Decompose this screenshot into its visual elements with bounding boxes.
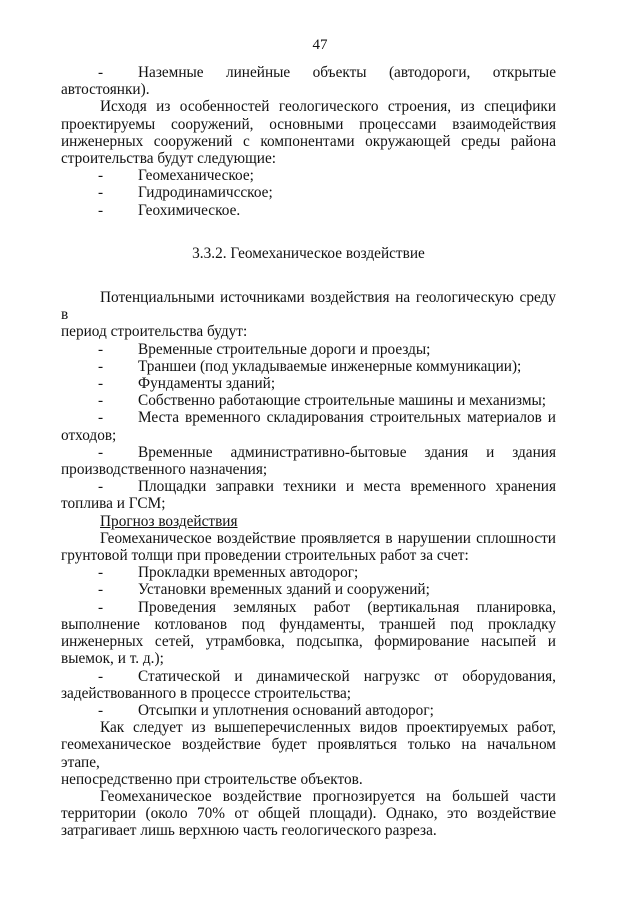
subheading [61, 513, 556, 530]
paragraph-line: Как следует из вышеперечисленных видов проектируемых работ, [100, 719, 556, 737]
list-item-continuation: отходов; [61, 426, 117, 444]
list-item-text: Установки временных зданий и сооружений; [138, 581, 430, 599]
list-item-continuation: выемок, и т. д.); [61, 650, 164, 668]
list-item-continuation: автостоянки). [61, 81, 150, 99]
paragraph-line: Геомеханическое воздействие проявляется в нарушении сплошности [100, 529, 556, 547]
list-item-continuation: топлива и ГСМ; [61, 495, 166, 513]
paragraph-line: период строительства будут: [61, 323, 248, 341]
list-item-text: Геохимическое. [138, 201, 241, 219]
list-item-text: Статической и динамической нагрузкс от оборудования, [138, 667, 556, 685]
page-content [61, 64, 556, 840]
list-item-text: Временные строительные дороги и проезды; [138, 340, 431, 358]
paragraph-line: проектируемы сооружений, основными процессами взаимодействия [61, 115, 556, 133]
list-item: - Геомеханическое; [61, 167, 556, 184]
paragraph-line: строительства будут следующие: [61, 150, 277, 168]
list-item-text: Фундаменты зданий; [138, 375, 276, 393]
paragraph-line: Геомеханическое воздействие прогнозируется на большей части [100, 787, 556, 805]
list-dash: - [98, 64, 104, 81]
list-item: - Фундаменты зданий; [61, 375, 556, 392]
list-item: - Отсыпки и уплотнения оснований автодорог; [61, 702, 556, 719]
list-item-text: Наземные линейные объекты (автодороги, открытые [138, 64, 556, 81]
list-item-text: Временные административно-бытовые здания и здания [138, 443, 556, 461]
list-item: - Прокладки временных автодорог; [61, 564, 556, 581]
list-item-text: Места временного складирования строительных материалов и [138, 409, 556, 427]
list-item-text: Собственно работающие строительные машины и механизмы; [138, 392, 547, 410]
list-item: - Места временного складирования строительных материалов и [98, 409, 556, 427]
list-item: - Проведения земляных работ (вертикальная планировка, [98, 598, 556, 616]
paragraph-line: территории (около 70% от общей площади). Однако, это воздействие [61, 805, 556, 823]
paragraph-line: Исходя из особенностей геологического строения, из специфики [100, 98, 556, 116]
list-item-text: Площадки заправки техники и места временного хранения [138, 478, 556, 496]
paragraph-line: инженерных сооружений с компонентами окружающей среды района [61, 132, 556, 150]
list-item-text: Геомеханическое; [138, 167, 254, 185]
list-item-text: Отсыпки и уплотнения оснований автодорог; [138, 701, 434, 719]
paragraph-line: непосредственно при строительстве объектов. [61, 770, 363, 788]
list-item: - Временные строительные дороги и проезды; [61, 341, 556, 358]
paragraph-line: грунтовой толщи при проведении строительных работ за счет: [61, 547, 469, 565]
list-item: - Гидродинамичсское; [61, 184, 556, 201]
list-item: - Геохимическое. [61, 202, 556, 219]
list-item: - Временные административно-бытовые здания и здания [98, 443, 556, 461]
page-number: 47 [312, 37, 328, 53]
list-item-text: Прокладки временных автодорог; [138, 564, 359, 582]
section-heading: 3.3.2. Геомеханическое воздействие [192, 244, 425, 262]
list-item-continuation: инженерных сетей, утрамбовка, подсыпка, формирование насыпей и [61, 633, 556, 651]
subheading-text: Прогноз воздействия [100, 512, 238, 530]
list-item-continuation: производственного назначения; [61, 461, 268, 479]
list-item-text: Гидродинамичсское; [138, 184, 273, 202]
list-item: - Площадки заправки техники и места временного хранения [98, 478, 556, 496]
list-item-continuation: выполнение котлованов под фундаменты, траншей под прокладку [61, 615, 556, 633]
list-item-text: Траншеи (под укладываемые инженерные коммуникации); [138, 357, 522, 375]
list-item: - Установки временных зданий и сооружений; [61, 581, 556, 598]
paragraph-line: геомеханическое воздействие будет проявляться только на начальном этапе, [61, 736, 556, 771]
list-item-text: Проведения земляных работ (вертикальная планировка, [138, 598, 556, 616]
list-item [61, 64, 556, 81]
list-item: - Траншеи (под укладываемые инженерные коммуникации); [61, 358, 556, 375]
paragraph-line: затрагивает лишь верхнюю часть геологического разреза. [61, 822, 437, 840]
list-item-continuation: задействованного в процессе строительства; [61, 684, 352, 702]
list-item: - Статической и динамической нагрузкс от оборудования, [98, 667, 556, 685]
paragraph-line: Потенциальными источниками воздействия на геологическую среду в [61, 289, 556, 324]
list-item: - Собственно работающие строительные машины и механизмы; [61, 392, 556, 409]
